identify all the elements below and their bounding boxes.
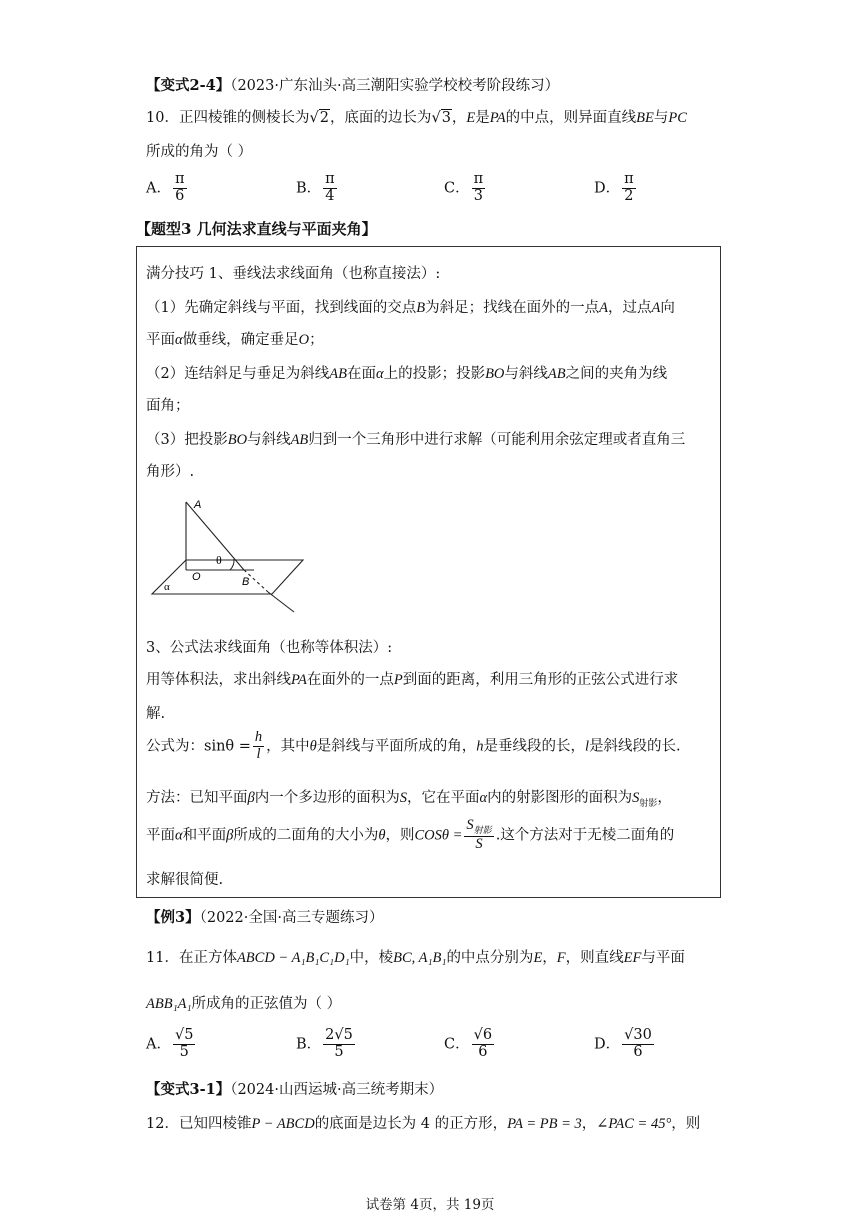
q10-option-b[interactable]	[296, 172, 339, 205]
area-ratio-fraction: $\frac{S_{射影}}{S}$	[466, 817, 492, 852]
question-number: 10．	[146, 110, 179, 126]
formula-sine-line: 公式为：sinθ = $\frac{h}{l}$ ，其中θ是斜线与平面所成的角，h是垂线段的长，l是斜线段的长.	[146, 729, 681, 762]
tip-line-9: 用等体积法，求出斜线PA在面外的一点P到面的距离，利用三角形的正弦公式进行求	[146, 672, 679, 688]
q10-option-a[interactable]	[146, 172, 189, 205]
line-PC: PC	[668, 110, 687, 126]
equation: PA = PB = 3	[507, 1116, 582, 1132]
angle-arc	[230, 559, 234, 570]
option-fraction: $\frac{√5}{5}$	[174, 1027, 194, 1060]
variant-3-1-heading	[146, 1078, 443, 1099]
tip-line-2: （1）先确定斜线与平面，找到线面的交点B为斜足；找线在面外的一点A，过点A向	[146, 300, 675, 316]
option-label: D．	[594, 1036, 621, 1053]
option-fraction: $\frac{√30}{6}$	[624, 1027, 652, 1060]
question-12-line-1: 12．已知四棱锥P − ABCD的底面是边长为 4 的正方形，PA = PB = 3，∠PAC = 45°，则	[146, 1116, 701, 1132]
label-B: B	[242, 576, 250, 588]
angle-value: ∠PAC = 45°	[596, 1116, 672, 1132]
tip-line-1: 满分技巧 1、垂线法求线面角（也称直接法）:	[146, 266, 441, 282]
tip-line-7: 角形）.	[146, 464, 195, 480]
option-fraction: $\frac{√6}{6}$	[473, 1027, 493, 1060]
plane-name: ABB₁A₁	[146, 996, 192, 1012]
q11-option-a[interactable]	[146, 1028, 197, 1061]
option-fraction: $\frac{\pi}{2}$	[624, 171, 634, 204]
q10-option-d[interactable]	[594, 172, 638, 205]
q11-option-c[interactable]	[444, 1028, 496, 1061]
line-BE: BE	[636, 110, 654, 126]
label-A: A	[194, 499, 202, 511]
variant-source: （2024·山西运城·高三统考期末）	[230, 1082, 444, 1098]
q10-text: 的中点，则异面直线	[505, 110, 637, 126]
h-over-l-fraction: $\frac{h}{l}$	[254, 729, 263, 762]
method-line-1: 方法：已知平面β内一个多边形的面积为S，它在平面α内的射影图形的面积为$S_{射影}$，	[146, 790, 672, 809]
variant-2-4-heading	[146, 74, 559, 95]
cos-formula: COSθ =	[414, 827, 463, 844]
option-fraction: $\frac{2√5}{5}$	[325, 1027, 353, 1060]
option-label: C．	[444, 180, 470, 197]
plane-alpha-shape	[152, 560, 303, 594]
extension-segment	[268, 592, 294, 612]
question-10-line-2: 所成的角为（ ）	[146, 144, 253, 160]
q10-text: 正四棱锥的侧棱长为	[178, 110, 310, 126]
question-10-line-1	[146, 106, 687, 127]
q10-text: 是	[475, 110, 490, 126]
method-line-2: 平面α和平面β所成的二面角的大小为θ，则COSθ = $\frac{S_{射影}}{S}$ .这个方法对于无棱二面角的	[146, 817, 675, 852]
variant-tag: 【变式2-4】	[146, 77, 231, 94]
option-label: B．	[296, 180, 322, 197]
label-O: O	[192, 571, 201, 583]
point-E: E	[466, 110, 476, 126]
question-number: 12．	[146, 1116, 179, 1132]
method-line-3: 求解很简便.	[146, 872, 224, 888]
question-number: 11．	[146, 950, 179, 966]
question-11-line-2: ABB₁A₁所成角的正弦值为（ ）	[146, 996, 342, 1012]
tip-line-8: 3、公式法求线面角（也称等体积法）:	[146, 640, 393, 656]
cube-name: ABCD − A₁B₁C₁D₁	[236, 950, 350, 966]
tip-line-5: 面角；	[146, 398, 190, 414]
question-11-line-1: 11．在正方体ABCD − A₁B₁C₁D₁中，棱BC, A₁B₁的中点分别为E，F，则直线EF与平面	[146, 950, 685, 966]
option-label: A．	[146, 180, 171, 197]
sqrt-2: √2	[309, 110, 329, 126]
edges: BC, A₁B₁	[393, 950, 447, 966]
q11-option-d[interactable]	[594, 1028, 656, 1061]
option-label: D．	[594, 180, 621, 197]
option-label: B．	[296, 1036, 322, 1053]
option-label: A．	[146, 1036, 171, 1053]
example-3-heading	[146, 906, 383, 927]
option-label: C．	[444, 1036, 470, 1053]
example-source: （2022·全国·高三专题练习）	[199, 910, 384, 926]
section-3-title: 【题型3 几何法求直线与平面夹角】	[136, 220, 377, 238]
label-theta: θ	[216, 553, 222, 567]
q10-text: ，	[451, 110, 467, 126]
example-tag: 【例3】	[146, 909, 200, 926]
q10-option-c[interactable]	[444, 172, 487, 205]
segment-PA: PA	[489, 110, 506, 126]
sqrt-3: √3	[431, 110, 451, 126]
option-fraction: $\frac{\pi}{4}$	[325, 171, 335, 204]
q10-text: 与	[653, 110, 669, 126]
page-footer: 试卷第 4页，共 19页	[365, 1197, 495, 1213]
label-alpha: α	[164, 581, 170, 593]
tip-line-3: 平面α做垂线，确定垂足O；	[146, 332, 324, 348]
variant-source: （2023·广东汕头·高三潮阳实验学校校考阶段练习）	[230, 78, 560, 94]
tip-line-4: （2）连结斜足与垂足为斜线AB在面α上的投影；投影BO与斜线AB之间的夹角为线	[146, 366, 668, 382]
sine-formula: sinθ =	[204, 738, 251, 755]
option-fraction: $\frac{\pi}{6}$	[174, 171, 185, 204]
tip-line-10: 解.	[146, 706, 166, 722]
pyramid-name: P − ABCD	[251, 1116, 315, 1132]
option-fraction: $\frac{\pi}{3}$	[473, 171, 484, 204]
q11-option-b[interactable]	[296, 1028, 357, 1061]
line-plane-angle-diagram	[146, 492, 306, 614]
q10-text: ，底面的边长为	[329, 110, 432, 126]
variant-tag: 【变式3-1】	[146, 1081, 231, 1098]
tip-line-6: （3）把投影BO与斜线AB归到一个三角形中进行求解（可能利用余弦定理或者直角三	[146, 432, 686, 448]
